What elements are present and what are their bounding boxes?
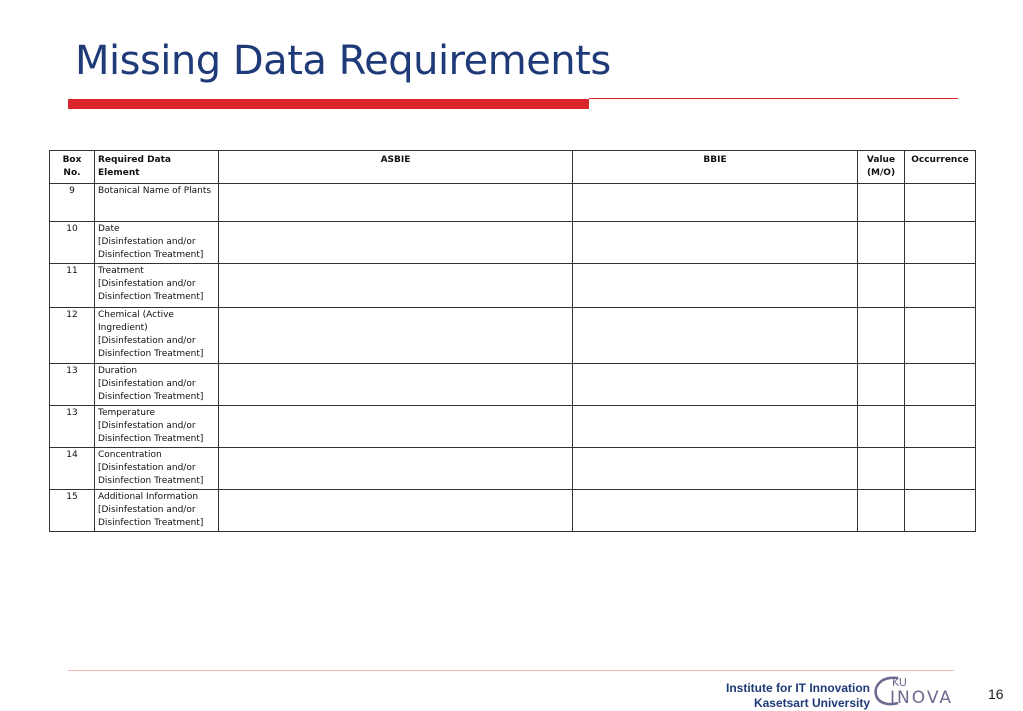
header-box-no	[50, 151, 95, 184]
header-box-no-line2: No.	[63, 168, 81, 178]
element-line: [Disinfestation and/or	[98, 336, 196, 346]
element-line: [Disinfestation and/or	[98, 463, 196, 473]
element-line: Disinfection Treatment]	[98, 476, 204, 486]
occurrence-cell	[905, 490, 976, 532]
occurrence-cell	[905, 308, 976, 364]
header-occurrence: Occurrence	[905, 151, 976, 184]
value-cell	[858, 406, 905, 448]
bbie-cell	[573, 448, 858, 490]
element-line: [Disinfestation and/or	[98, 379, 196, 389]
box-number-cell: 11	[50, 264, 95, 308]
header-value-line2: (M/O)	[866, 168, 896, 178]
occurrence-cell	[905, 184, 976, 222]
element-line: Ingredient)	[98, 323, 148, 333]
bbie-cell	[573, 308, 858, 364]
element-line: Temperature	[98, 408, 156, 418]
element-line: [Disinfestation and/or	[98, 237, 196, 247]
element-line: Disinfection Treatment]	[98, 392, 204, 402]
required-element-cell	[95, 222, 219, 264]
element-line: Disinfection Treatment]	[98, 250, 204, 260]
asbie-cell	[219, 308, 573, 364]
title-underline-thin	[589, 98, 958, 99]
occurrence-cell	[905, 222, 976, 264]
required-element-cell	[95, 264, 219, 308]
element-line: Treatment	[98, 266, 144, 276]
value-cell	[858, 222, 905, 264]
bbie-cell	[573, 490, 858, 532]
value-cell	[858, 364, 905, 406]
required-element-cell	[95, 364, 219, 406]
element-line: Disinfection Treatment]	[98, 434, 204, 444]
header-value	[858, 151, 905, 184]
box-number-cell: 13	[50, 406, 95, 448]
required-element-cell	[95, 308, 219, 364]
header-required-data-element: Required Data Element	[95, 151, 219, 184]
box-number-cell: 13	[50, 364, 95, 406]
requirements-table	[49, 150, 976, 532]
element-line: [Disinfestation and/or	[98, 505, 196, 515]
table-row	[50, 490, 976, 532]
box-number-cell: 14	[50, 448, 95, 490]
box-number-cell: 12	[50, 308, 95, 364]
element-line: Duration	[98, 366, 138, 376]
header-bbie: BBIE	[573, 151, 858, 184]
table-row	[50, 222, 976, 264]
university-name: Kasetsart University	[753, 696, 870, 710]
element-line: Concentration	[98, 450, 162, 460]
slide-title: Missing Data Requirements	[75, 38, 611, 84]
table-row	[50, 308, 976, 364]
required-element-cell	[95, 406, 219, 448]
value-cell	[858, 264, 905, 308]
table-row	[50, 264, 976, 308]
asbie-cell	[219, 490, 573, 532]
element-line: Disinfection Treatment]	[98, 518, 204, 528]
bbie-cell	[573, 264, 858, 308]
element-line: Disinfection Treatment]	[98, 292, 204, 302]
required-element-cell	[95, 490, 219, 532]
header-asbie: ASBIE	[219, 151, 573, 184]
occurrence-cell	[905, 364, 976, 406]
element-line: [Disinfestation and/or	[98, 279, 196, 289]
element-line: Disinfection Treatment]	[98, 349, 204, 359]
box-number-cell: 15	[50, 490, 95, 532]
element-line: Date	[98, 224, 120, 234]
element-line: [Disinfestation and/or	[98, 421, 196, 431]
asbie-cell	[219, 448, 573, 490]
table-row	[50, 364, 976, 406]
institute-credit	[726, 681, 870, 711]
box-number-cell: 10	[50, 222, 95, 264]
bbie-cell	[573, 222, 858, 264]
bbie-cell	[573, 364, 858, 406]
page-number: 16	[988, 686, 1004, 702]
title-underline-thick	[68, 99, 589, 109]
logo-ku-text: KU	[892, 676, 907, 689]
occurrence-cell	[905, 264, 976, 308]
ku-inova-logo	[872, 673, 984, 707]
logo-inova-text: INOVA	[890, 688, 953, 707]
bbie-cell	[573, 184, 858, 222]
asbie-cell	[219, 222, 573, 264]
table-row	[50, 448, 976, 490]
required-element-cell	[95, 184, 219, 222]
header-value-line1: Value	[866, 155, 896, 165]
asbie-cell	[219, 264, 573, 308]
asbie-cell	[219, 406, 573, 448]
institute-name: Institute for IT Innovation	[726, 681, 870, 695]
header-box-no-line1: Box	[62, 155, 82, 165]
required-element-cell	[95, 448, 219, 490]
table-row	[50, 406, 976, 448]
bbie-cell	[573, 406, 858, 448]
value-cell	[858, 448, 905, 490]
value-cell	[858, 308, 905, 364]
asbie-cell	[219, 364, 573, 406]
occurrence-cell	[905, 448, 976, 490]
asbie-cell	[219, 184, 573, 222]
box-number-cell: 9	[50, 184, 95, 222]
value-cell	[858, 184, 905, 222]
element-line: Chemical (Active	[98, 310, 174, 320]
element-line: Additional Information	[98, 492, 199, 502]
table-header-row	[50, 151, 976, 184]
table-row	[50, 184, 976, 222]
element-line: Botanical Name of Plants	[98, 186, 212, 196]
value-cell	[858, 490, 905, 532]
footer-divider	[68, 670, 954, 671]
occurrence-cell	[905, 406, 976, 448]
